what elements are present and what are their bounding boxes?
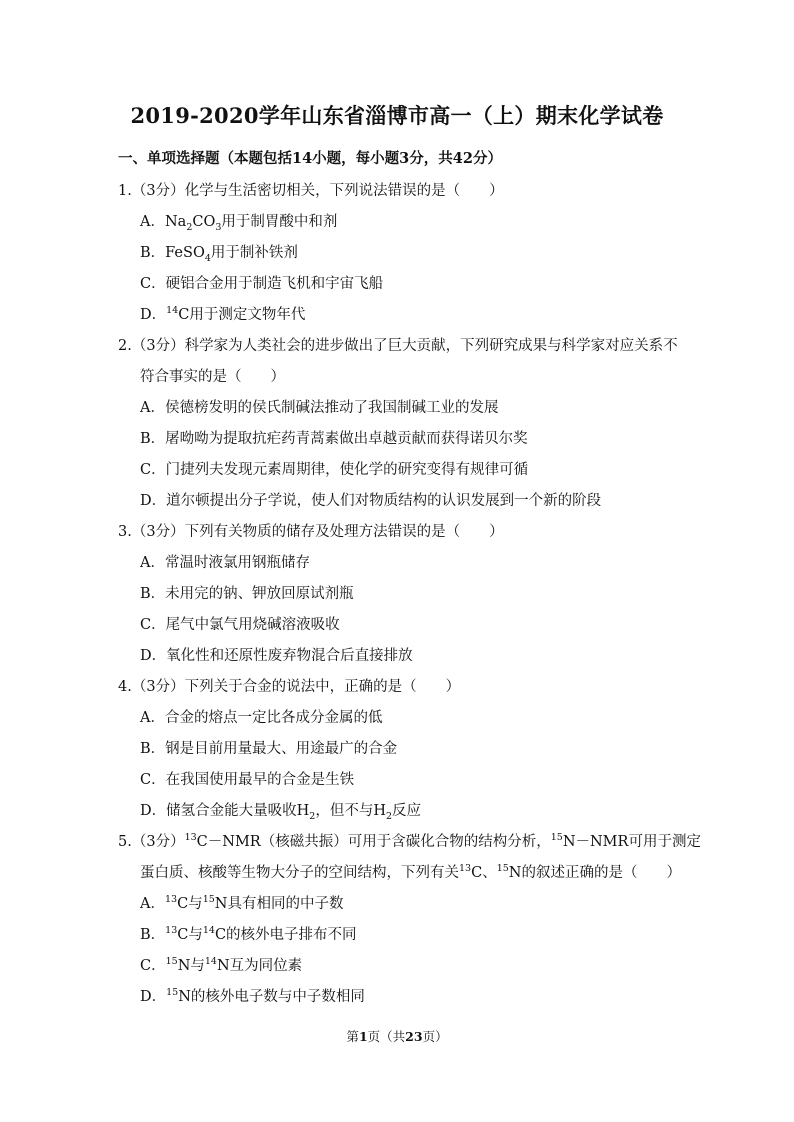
question-4: 4.（3分）下列关于合金的说法中，正确的是（ ）	[118, 679, 461, 695]
page-title: 2019-2020学年山东省淄博市高一（上）期末化学试卷	[130, 103, 664, 128]
option-2a: A．侯德榜发明的侯氏制碱法推动了我国制碱工业的发展	[140, 400, 499, 416]
option-1a: A．$Na_2CO_3$用于制胃酸中和剂	[140, 214, 338, 233]
option-4d: D．储氢合金能大量吸收$H_2$，但不与$H_2$反应	[140, 803, 422, 822]
question-2-cont: 符合事实的是（ ）	[140, 369, 285, 385]
question-2: 2.（3分）科学家为人类社会的进步做出了巨大贡献，下列研究成果与科学家对应关系不	[118, 338, 678, 354]
option-2b: B．屠呦呦为提取抗疟药青蒿素做出卓越贡献而获得诺贝尔奖	[140, 431, 528, 447]
option-3a: A．常温时液氯用钢瓶储存	[140, 555, 310, 571]
section-heading: 一、单项选择题（本题包括14小题，每小题3分，共42分）	[118, 150, 502, 167]
question-5-cont: 蛋白质、核酸等生物大分子的空间结构，下列有关$^{13}$C、$^{15}$N的叙述正确的是（ ）	[140, 863, 681, 881]
question-score: （3分）	[131, 183, 185, 199]
option-3c: C．尾气中氯气用烧碱溶液吸收	[140, 617, 340, 633]
question-text: 化学与生活密切相关，下列说法错误的是（ ）	[184, 183, 504, 199]
page-footer: 第1页（共23页）	[346, 1029, 448, 1044]
option-3d: D．氧化性和还原性废弃物混合后直接排放	[140, 648, 413, 664]
option-4a: A．合金的熔点一定比各成分金属的低	[140, 710, 383, 726]
option-4b: B．钢是目前用量最大、用途最广的合金	[140, 741, 398, 757]
question-number: 1.	[118, 183, 132, 199]
option-1b: B．FeSO$_4$用于制补铁剂	[140, 245, 298, 264]
question-5: 5.（3分）$^{13}$C－NMR（核磁共振）可用于含碳化合物的结构分析，$^{15}$N－NMR可用于测定	[118, 832, 701, 850]
question-1	[118, 179, 504, 200]
option-2d: D．道尔顿提出分子学说，使人们对物质结构的认识发展到一个新的阶段	[140, 493, 602, 509]
option-5c: C．$^{15}$N与$^{14}$N互为同位素	[140, 956, 303, 974]
option-2c: C．门捷列夫发现元素周期律，使化学的研究变得有规律可循	[140, 462, 529, 478]
option-5a: A．$^{13}$C与$^{15}$N具有相同的中子数	[140, 894, 344, 912]
option-5b: B．$^{13}$C与$^{14}$C的核外电子排布不同	[140, 925, 357, 943]
option-1c: C．硬铝合金用于制造飞机和宇宙飞船	[140, 276, 384, 292]
option-3b: B．未用完的钠、钾放回原试剂瓶	[140, 586, 354, 602]
option-1d: D．$^{14}$C用于测定文物年代	[140, 305, 306, 323]
option-5d: D．$^{15}$N的核外电子数与中子数相同	[140, 987, 365, 1005]
option-4c: C．在我国使用最早的合金是生铁	[140, 772, 355, 788]
question-3: 3.（3分）下列有关物质的储存及处理方法错误的是（ ）	[118, 524, 504, 540]
